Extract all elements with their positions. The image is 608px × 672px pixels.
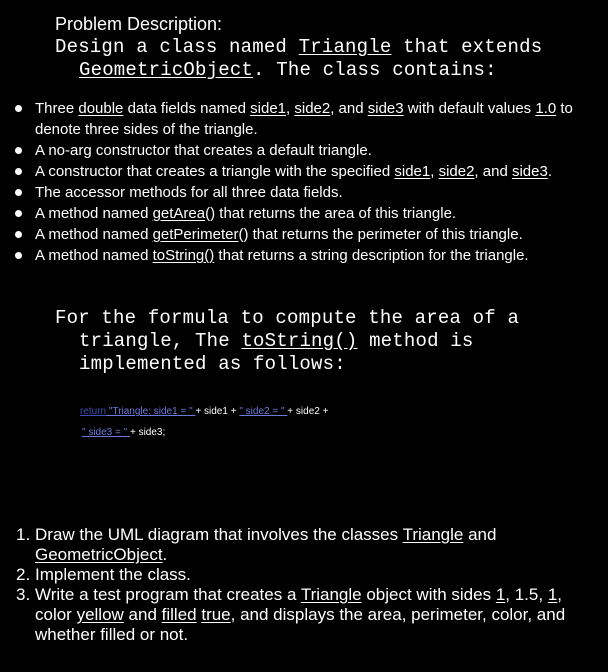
formula-note [55,307,519,376]
requirement-get-area: A method named getArea() that returns the area of this triangle. [14,203,594,224]
design-line-1 [55,36,542,59]
design-statement [55,36,542,82]
to-string-method-name: toString() [241,330,358,352]
requirement-accessors: The accessor methods for all three data fields. [14,182,594,203]
string-literal-2: " side2 = " [239,406,288,417]
code-snippet [80,401,328,443]
design-middle: that extends [391,36,543,58]
requirement-get-perimeter: A method named getPerimeter() that returns the perimeter of this triangle. [14,224,594,245]
design-prefix: Design a class named [55,36,299,58]
design-suffix: . The class contains: [253,59,497,81]
code-line-1: return "Triangle: side1 = " + side1 + " side2 = " + side2 + [80,406,329,417]
problem-heading: Problem Description: [55,14,223,34]
step-test-program: 3. Write a test program that creates a Triangle object with sides 1, 1.5, 1, color yellow and filled true, and displays the area, perimeter, color, and whether filled or not. [16,585,566,644]
class-name-triangle: Triangle [298,36,392,58]
requirements-list [14,98,594,266]
formula-line-1: For the formula to compute the area of a [55,307,520,329]
code-line-2: " side3 = " + side3; [82,427,166,438]
step-uml-diagram: 1. Draw the UML diagram that involves the classes Triangle and GeometricObject. [16,525,497,564]
string-literal-1: "Triangle: side1 = " [106,406,196,417]
formula-line-3: implemented as follows: [79,353,346,375]
string-literal-3: " side3 = " [82,427,130,438]
design-line-2 [55,59,542,82]
formula-line-2: triangle, The toString() method is [79,330,474,352]
requirement-constructor: A constructor that creates a triangle with the specified side1, side2, and side3. [14,161,594,182]
requirement-no-arg-constructor: A no-arg constructor that creates a default triangle. [14,140,594,161]
return-keyword: return [80,406,107,417]
requirement-to-string: A method named toString() that returns a string description for the triangle. [14,245,594,266]
task-steps [16,525,591,645]
requirement-data-fields: Three double data fields named side1, side2, and side3 with default values 1.0 to denote three sides of the triangle. [14,98,594,140]
base-class-name: GeometricObject [79,59,254,81]
step-implement-class: 2. Implement the class. [16,565,191,584]
